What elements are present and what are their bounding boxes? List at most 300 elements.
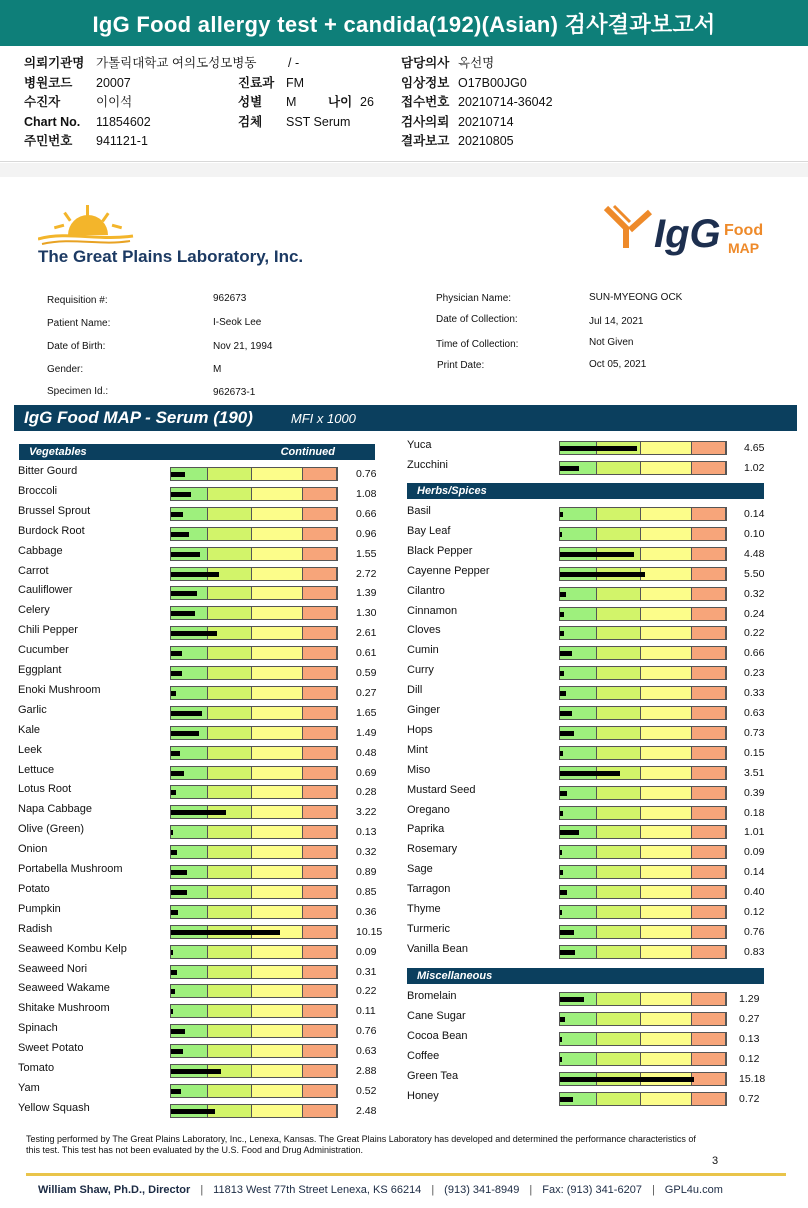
food-name: Miso <box>407 763 431 776</box>
result-level <box>171 890 187 895</box>
result-zone <box>252 966 303 978</box>
food-name: Coffee <box>407 1050 440 1062</box>
result-zone <box>692 608 726 620</box>
result-bar <box>559 527 727 541</box>
field-label: Chart No. <box>24 114 81 129</box>
food-value: 0.66 <box>356 507 377 520</box>
result-bar <box>559 607 727 621</box>
food-name: Honey <box>407 1090 439 1102</box>
result-zone <box>303 1005 337 1017</box>
food-value: 10.15 <box>356 925 383 938</box>
result-zone <box>252 1005 303 1017</box>
result-level <box>171 950 173 955</box>
food-row <box>18 525 396 545</box>
result-bar <box>170 1104 338 1118</box>
result-level <box>560 532 562 537</box>
result-bar <box>170 825 338 839</box>
food-value: 4.48 <box>744 547 765 560</box>
food-value: 0.76 <box>744 925 765 938</box>
food-value: 0.32 <box>744 587 765 600</box>
result-level <box>171 552 200 557</box>
food-value: 1.65 <box>356 706 377 719</box>
food-row <box>407 990 779 1010</box>
result-zone <box>303 667 337 679</box>
field-value: 11854602 <box>96 114 151 129</box>
hospital-report-header <box>0 0 808 162</box>
food-name: Bromelain <box>407 990 457 1002</box>
result-zone <box>641 727 692 739</box>
food-value: 0.72 <box>739 1093 760 1105</box>
result-bar <box>170 726 338 740</box>
result-level <box>560 446 637 451</box>
result-zone <box>692 462 726 474</box>
food-name: Basil <box>407 505 431 517</box>
result-bar <box>170 1084 338 1098</box>
result-level <box>171 850 177 855</box>
food-value: 0.11 <box>356 1005 376 1018</box>
result-level <box>171 830 173 835</box>
result-zone <box>303 568 337 580</box>
result-zone <box>208 607 252 619</box>
food-row <box>18 505 396 525</box>
food-row <box>18 545 396 565</box>
result-level <box>560 850 562 855</box>
food-value: 0.69 <box>356 766 377 779</box>
result-bar <box>559 666 727 680</box>
result-zone <box>252 468 303 480</box>
result-zone <box>641 993 692 1005</box>
report-title-text: IgG Food MAP - Serum (190) <box>24 408 253 427</box>
result-zone <box>641 946 692 958</box>
result-zone <box>641 667 692 679</box>
result-zone <box>560 667 597 679</box>
food-row <box>18 485 396 505</box>
food-name: Cloves <box>407 624 441 637</box>
result-level <box>560 651 572 656</box>
food-name: Chili Pepper <box>18 624 78 637</box>
food-value: 0.18 <box>744 806 765 819</box>
result-zone <box>252 1065 303 1077</box>
field-label: 담당의사 <box>401 56 450 70</box>
result-level <box>171 1069 221 1074</box>
field-value: 가톨릭대학교 여의도성모병동 <box>96 56 257 70</box>
food-value: 0.09 <box>356 945 377 958</box>
food-row <box>407 903 784 923</box>
result-zone <box>208 528 252 540</box>
result-zone <box>597 627 641 639</box>
field-label <box>238 54 288 74</box>
result-zone <box>692 1033 726 1045</box>
food-value: 0.36 <box>356 905 377 918</box>
result-zone <box>641 548 692 560</box>
result-level <box>171 1109 215 1114</box>
food-name: Green Tea <box>407 1070 459 1082</box>
result-bar <box>559 567 727 581</box>
result-zone <box>641 1013 692 1025</box>
result-zone <box>252 528 303 540</box>
food-value: 5.50 <box>744 567 765 580</box>
food-value: 0.89 <box>356 866 377 878</box>
food-name: Potato <box>18 882 50 895</box>
food-name: Tomato <box>18 1062 55 1074</box>
result-level <box>560 751 563 756</box>
result-bar <box>170 1064 338 1078</box>
food-value: 0.33 <box>744 687 765 700</box>
food-row <box>18 724 396 744</box>
food-row <box>18 664 396 684</box>
header-col-3 <box>401 54 553 152</box>
result-zone <box>303 966 337 978</box>
result-zone <box>560 747 597 759</box>
result-zone <box>597 747 641 759</box>
food-row <box>407 1030 779 1050</box>
result-zone <box>641 1033 692 1045</box>
result-level <box>560 572 645 577</box>
result-zone <box>597 528 641 540</box>
result-zone <box>252 1045 303 1057</box>
result-zone <box>171 1005 208 1017</box>
result-level <box>171 611 195 616</box>
food-value: 0.13 <box>739 1033 760 1045</box>
food-row <box>407 764 784 784</box>
food-name: Sage <box>407 863 433 876</box>
result-zone <box>303 548 337 560</box>
field-value: 20210714 <box>458 114 514 129</box>
food-row <box>18 863 396 883</box>
food-name: Brussel Sprout <box>18 504 91 517</box>
result-bar <box>170 905 338 919</box>
food-name: Cucumber <box>18 644 69 657</box>
food-value: 3.51 <box>744 766 765 779</box>
result-zone <box>252 886 303 898</box>
food-row <box>18 764 396 784</box>
food-value: 0.22 <box>744 627 765 640</box>
food-name: Paprika <box>407 823 445 836</box>
food-value: 0.24 <box>744 607 765 620</box>
food-value: 2.48 <box>356 1104 377 1117</box>
result-level <box>171 930 280 935</box>
food-value: 0.31 <box>356 965 377 978</box>
result-zone <box>252 906 303 918</box>
result-zone <box>303 508 337 520</box>
result-zone <box>692 787 726 799</box>
food-value: 0.27 <box>739 1013 760 1025</box>
food-row <box>407 863 784 883</box>
result-level <box>560 950 575 955</box>
result-level <box>560 612 564 617</box>
collection-date-value: Jul 14, 2021 <box>589 316 644 327</box>
result-zone <box>252 786 303 798</box>
field-value: / - <box>288 56 300 70</box>
food-row <box>18 1102 396 1122</box>
collection-date-label: Date of Collection: <box>436 314 518 325</box>
result-bar <box>170 467 338 481</box>
result-level <box>171 492 191 497</box>
result-zone <box>692 508 726 520</box>
food-row <box>407 1070 779 1090</box>
result-zone <box>597 707 641 719</box>
result-zone <box>692 528 726 540</box>
food-row <box>407 1090 779 1110</box>
result-zone <box>641 707 692 719</box>
result-zone <box>597 1093 641 1105</box>
result-zone <box>692 1093 726 1105</box>
food-row <box>407 565 784 585</box>
result-zone <box>171 786 208 798</box>
result-zone <box>641 826 692 838</box>
result-zone <box>208 468 252 480</box>
food-name: Turmeric <box>407 922 450 935</box>
food-row <box>407 505 784 525</box>
gender-value: M <box>213 364 222 375</box>
food-name: Sweet Potato <box>18 1042 84 1055</box>
field-label: 결과보고 <box>401 134 450 149</box>
result-zone <box>692 747 726 759</box>
food-row <box>407 624 784 644</box>
section-vegetables <box>19 444 375 460</box>
food-name: Yam <box>18 1081 40 1094</box>
result-zone <box>692 807 726 819</box>
section-vegetables-label: Vegetables <box>29 446 87 458</box>
result-bar <box>559 746 727 760</box>
food-row <box>18 1062 396 1082</box>
result-zone <box>692 926 726 938</box>
food-name: Garlic <box>18 703 47 716</box>
result-zone <box>208 767 252 779</box>
food-name: Pumpkin <box>18 902 61 915</box>
food-value: 1.30 <box>356 607 377 620</box>
food-name: Tarragon <box>407 883 451 896</box>
result-zone <box>303 906 337 918</box>
result-zone <box>252 826 303 838</box>
result-zone <box>208 1025 252 1037</box>
result-bar <box>559 706 727 720</box>
food-row <box>18 644 396 664</box>
result-zone <box>252 607 303 619</box>
result-bar <box>170 586 338 600</box>
food-row <box>18 982 396 1002</box>
result-zone <box>208 826 252 838</box>
result-level <box>560 1057 562 1062</box>
result-zone <box>692 627 726 639</box>
result-zone <box>692 1073 726 1085</box>
result-level <box>171 810 226 815</box>
food-row <box>407 684 784 704</box>
result-bar <box>559 507 727 521</box>
result-zone <box>303 926 337 938</box>
result-level <box>560 1077 694 1082</box>
logo-map: MAP <box>728 240 760 256</box>
food-row <box>18 465 396 485</box>
result-bar <box>559 945 727 959</box>
result-zone <box>641 462 692 474</box>
result-bar <box>170 706 338 720</box>
result-level <box>560 466 579 471</box>
lab-footer: William Shaw, Ph.D., Director | 11813 West 77th Street Lenexa, KS 66214 | (913) 341-8949 | Fax: (913) 341-6207 | GPL4u.com <box>38 1184 723 1196</box>
result-zone <box>303 1105 337 1117</box>
food-value: 0.73 <box>744 726 765 739</box>
food-row <box>407 804 784 824</box>
food-value: 0.76 <box>356 468 377 480</box>
result-level <box>560 1037 562 1042</box>
food-name: Vanilla Bean <box>407 942 468 955</box>
food-name: Hops <box>407 723 433 736</box>
food-row <box>18 704 396 724</box>
result-zone <box>692 906 726 918</box>
result-zone <box>171 687 208 699</box>
result-zone <box>252 727 303 739</box>
result-zone <box>303 747 337 759</box>
food-row <box>407 664 784 684</box>
food-value: 0.10 <box>744 527 765 540</box>
field-value: 20210805 <box>458 134 514 149</box>
food-value: 0.96 <box>356 527 377 540</box>
result-bar <box>559 1052 727 1066</box>
food-name: Cayenne Pepper <box>407 564 490 577</box>
footer-fax: Fax: (913) 341-6207 <box>542 1184 642 1196</box>
print-date-value: Oct 05, 2021 <box>589 359 647 370</box>
result-bar <box>170 646 338 660</box>
section-misc-label: Miscellaneous <box>417 970 493 982</box>
food-value: 1.01 <box>744 826 765 839</box>
food-name: Shitake Mushroom <box>18 1002 110 1015</box>
food-name: Kale <box>18 723 41 736</box>
result-zone <box>597 807 641 819</box>
logo-igg: IgG <box>654 212 721 256</box>
result-zone <box>641 1093 692 1105</box>
food-row <box>18 744 396 764</box>
food-name: Carrot <box>18 564 49 577</box>
food-value: 2.72 <box>356 567 377 580</box>
result-zone <box>208 846 252 858</box>
result-level <box>171 751 180 756</box>
result-zone <box>303 866 337 878</box>
result-zone <box>208 508 252 520</box>
dob-value: Nov 21, 1994 <box>213 341 273 352</box>
food-name: Dill <box>407 684 423 697</box>
food-value: 4.65 <box>744 442 765 454</box>
result-zone <box>303 786 337 798</box>
food-row <box>407 843 784 863</box>
food-row <box>18 903 396 923</box>
food-row <box>407 605 784 625</box>
field-label: 임상정보 <box>401 75 450 90</box>
food-value: 0.14 <box>744 508 765 520</box>
result-level <box>560 930 574 935</box>
result-zone <box>692 647 726 659</box>
result-level <box>171 731 199 736</box>
food-value: 0.27 <box>356 686 377 699</box>
result-zone <box>252 707 303 719</box>
result-bar <box>170 547 338 561</box>
result-bar <box>170 567 338 581</box>
result-bar <box>559 766 727 780</box>
result-bar <box>559 1092 727 1106</box>
result-level <box>171 1049 183 1054</box>
field-label: 성별 <box>238 95 263 110</box>
result-level <box>560 1097 573 1102</box>
result-zone <box>641 687 692 699</box>
footer-web: GPL4u.com <box>664 1184 723 1196</box>
result-zone <box>692 707 726 719</box>
result-zone <box>252 767 303 779</box>
food-name: Yuca <box>407 439 432 451</box>
report-title-bar <box>14 405 797 431</box>
result-zone <box>560 608 597 620</box>
food-row <box>407 883 784 903</box>
food-name: Leek <box>18 743 42 756</box>
result-zone <box>208 587 252 599</box>
food-value: 0.23 <box>744 667 765 680</box>
result-zone <box>597 946 641 958</box>
result-zone <box>303 1065 337 1077</box>
food-value: 1.02 <box>744 462 765 474</box>
header-col-2 <box>238 54 374 132</box>
result-bar <box>559 925 727 939</box>
page-number: 3 <box>712 1155 719 1167</box>
result-bar <box>559 686 727 700</box>
result-zone <box>597 1013 641 1025</box>
field-label: 수진자 <box>24 95 61 110</box>
result-level <box>171 870 187 875</box>
result-zone <box>597 846 641 858</box>
result-level <box>560 631 564 636</box>
result-zone <box>252 806 303 818</box>
result-zone <box>208 886 252 898</box>
result-zone <box>560 1013 597 1025</box>
result-level <box>171 572 219 577</box>
age-label: 나이 <box>328 95 353 110</box>
food-name: Burdock Root <box>18 524 85 537</box>
result-zone <box>303 707 337 719</box>
result-bar <box>170 945 338 959</box>
result-level <box>171 472 185 477</box>
section-misc <box>407 968 764 984</box>
result-zone <box>597 647 641 659</box>
result-zone <box>641 588 692 600</box>
result-zone <box>597 926 641 938</box>
collection-time-label: Time of Collection: <box>436 339 519 350</box>
result-bar <box>170 1044 338 1058</box>
footer-director: William Shaw, Ph.D., Director <box>38 1184 191 1196</box>
food-name: Radish <box>18 922 53 935</box>
food-row <box>407 439 784 459</box>
physician-label: Physician Name: <box>436 293 512 304</box>
result-bar <box>170 507 338 521</box>
food-name: Spinach <box>18 1022 58 1035</box>
result-zone <box>692 993 726 1005</box>
food-value: 2.88 <box>356 1065 377 1077</box>
result-zone <box>692 568 726 580</box>
food-name: Cabbage <box>18 544 63 557</box>
result-zone <box>692 826 726 838</box>
result-zone <box>303 985 337 997</box>
result-zone <box>171 826 208 838</box>
result-zone <box>303 627 337 639</box>
result-zone <box>641 886 692 898</box>
food-row <box>18 843 396 863</box>
physician-value: SUN-MYEONG OCK <box>589 292 683 303</box>
food-name: Seaweed Nori <box>18 962 88 975</box>
header-col-1 <box>24 54 256 152</box>
result-bar <box>559 786 727 800</box>
field-value: SST Serum <box>286 114 351 129</box>
footer-divider <box>26 1173 786 1176</box>
result-zone <box>597 906 641 918</box>
result-zone <box>641 1053 692 1065</box>
result-zone <box>252 647 303 659</box>
result-zone <box>692 687 726 699</box>
